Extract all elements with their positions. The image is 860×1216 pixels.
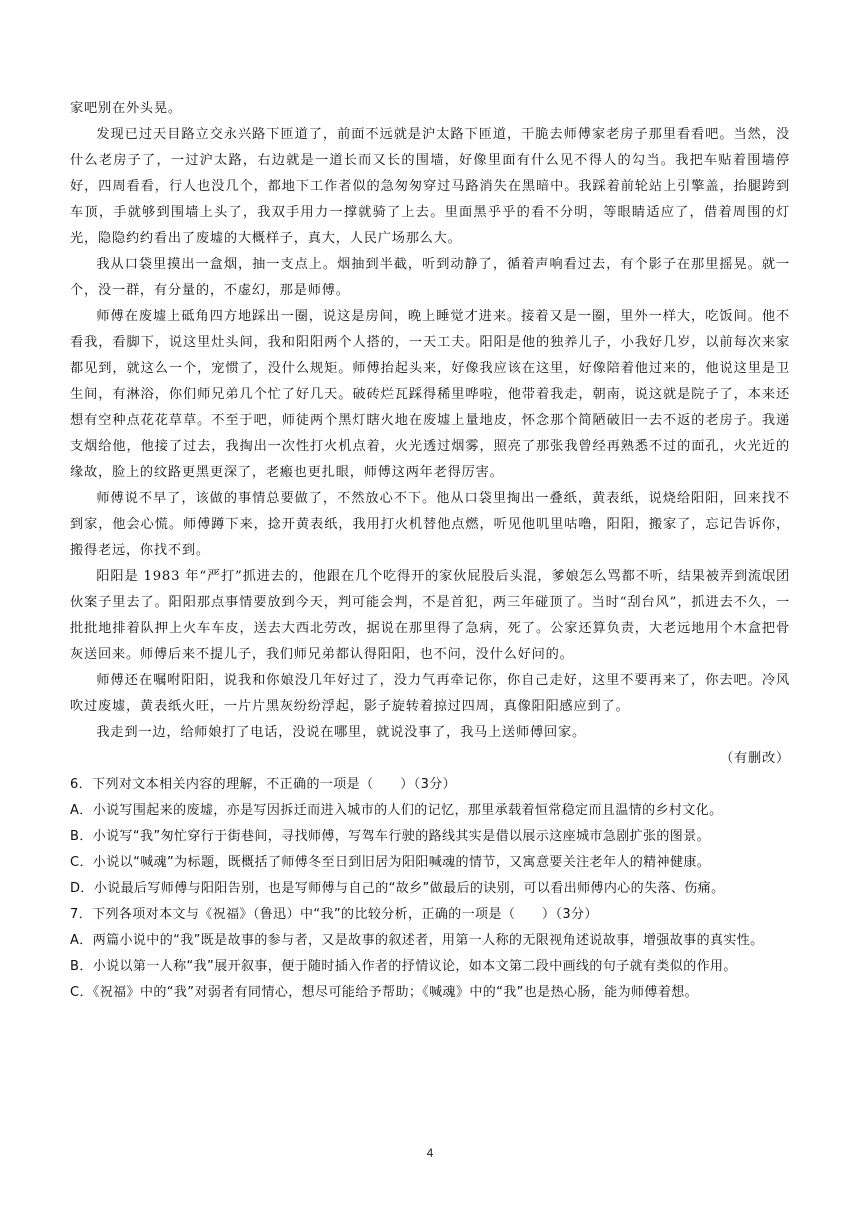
question-option: D．小说最后写师傅与阳阳告别，也是写师傅与自己的“故乡”做最后的诀别，可以看出师傅内心的失落、伤痛。 (70, 881, 725, 896)
question-option: C．《祝福》中的“我”对弱者有同情心，想尽可能给予帮助；《喊魂》中的“我”也是热心肠，能为师傅着想。 (70, 985, 699, 1000)
question-option: C．小说以“喊魂”为标题，既概括了师傅冬至日到旧居为阳阳喊魂的情节，又寓意要关注老年人的精神健康。 (70, 855, 711, 870)
question-option: B．小说写“我”匆忙穿行于街巷间，寻找师傅，写驾车行驶的路线其实是借以展示这座城市急剧扩张的图景。 (70, 829, 710, 844)
question-stem: 6．下列对文本相关内容的理解，不正确的一项是（ ）（3分） (70, 777, 457, 792)
page-number: 4 (426, 1146, 434, 1160)
question-option: B．小说以第一人称“我”展开叙事，便于随时插入作者的抒情议论，如本文第二段中画线的句子就有类似的作用。 (70, 959, 737, 974)
passage-paragraph: 我从口袋里摸出一盒烟，抽一支点上。烟抽到半截，听到动静了，循着声响看过去，有个影子在那里摇晃。就一个，没一群，有分量的，不虚幻，那是师傅。 (70, 257, 790, 298)
question-stem: 7．下列各项对本文与《祝福》（鲁迅）中“我”的比较分析，正确的一项是（ ）（3分） (70, 907, 598, 922)
document-page (70, 96, 790, 1006)
source-note: （有删改） (720, 751, 790, 766)
question-option: A．小说写围起来的废墟，亦是写因拆迁而进入城市的人们的记忆，那里承载着恒常稳定而且温情的乡村文化。 (70, 803, 723, 818)
question-6 (70, 772, 790, 902)
passage-paragraph: 家吧别在外头晃。 (70, 101, 182, 116)
passage-paragraph: 师傅还在嘱咐阳阳，说我和你娘没几年好过了，没力气再牵记你，你自己走好，这里不要再来了，你去吧。冷风吹过废墟，黄表纸火旺，一片片黑灰纷纷浮起，影子旋转着掠过四周，真像阳阳感应到了。 (70, 673, 790, 714)
passage-paragraph: 阳阳是 1983 年“严打”抓进去的，他跟在几个吃得开的家伙屁股后头混，爹娘怎么骂都不听，结果被弄到流氓团伙案子里去了。阳阳那点事情要放到今天，判可能会判，不是首犯，两三年碰顶了。当时“刮台风”，抓进去不久，一批批地排着队押上火车车皮，送去大西北劳改，据说在那里得了急病，死了。公家还算负责，大老远地用个木盒把骨灰送回来。师傅后来不提儿子，我们师兄弟都认得阳阳，也不问，没什么好问的。 (70, 569, 790, 662)
passage-paragraph: 发现已过天目路立交永兴路下匝道了，前面不远就是沪太路下匝道，干脆去师傅家老房子那里看看吧。当然，没什么老房子了，一过沪太路，右边就是一道长而又长的围墙，好像里面有什么见不得人的勾当。我把车贴着围墙停好，四周看看，行人也没几个，都地下工作者似的急匆匆穿过马路消失在黑暗中。我踩着前轮站上引擎盖，抬腿跨到车顶，手就够到围墙上头了，我双手用力一撑就骑了上去。里面黑乎乎的看不分明，等眼睛适应了，借着周围的灯光，隐隐约约看出了废墟的大概样子，真大，人民广场那么大。 (70, 127, 790, 246)
passage (70, 96, 790, 772)
passage-paragraph: 师傅在废墟上砥角四方地踩出一圈，说这是房间，晚上睡觉才进来。接着又是一圈，里外一样大，吃饭间。他不看我，看脚下，说这里灶头间，我和阳阳两个人搭的，一天工夫。阳阳是他的独养儿子，小我好几岁，以前每次来家都见到，就这么一个，宠惯了，没什么规矩。师傅抬起头来，好像我应该在这里，好像陪着他过来的，他说这里是卫生间，有淋浴，你们师兄弟几个忙了好几天。破砖烂瓦踩得稀里哗啦，他带着我走，朝南，说这就是院子了，本来还想有空种点花花草草。不至于吧，师徒两个黑灯瞎火地在废墟上量地皮，怀念那个简陋破旧一去不返的老房子。我递支烟给他，他接了过去，我掏出一次性打火机点着，火光透过烟雾，照亮了那张我曾经再熟悉不过的面孔，火光近的缘故，脸上的纹路更黑更深了，老瘢也更扎眼，师傅这两年老得厉害。 (70, 309, 790, 480)
question-7 (70, 902, 790, 1006)
passage-paragraph: 我走到一边，给师娘打了电话，没说在哪里，就说没事了，我马上送师傅回家。 (96, 725, 586, 740)
question-option: A．两篇小说中的“我”既是故事的参与者，又是故事的叙述者，用第一人称的无限视角述说故事，增强故事的真实性。 (70, 933, 764, 948)
passage-paragraph: 师傅说不早了，该做的事情总要做了，不然放心不下。他从口袋里掏出一叠纸，黄表纸，说烧给阳阳，回来找不到家，他会心慌。师傅蹲下来，捻开黄表纸，我用打火机替他点燃，听见他叽里咕噜，阳阳，搬家了，忘记告诉你，搬得老远，你找不到。 (70, 491, 790, 558)
